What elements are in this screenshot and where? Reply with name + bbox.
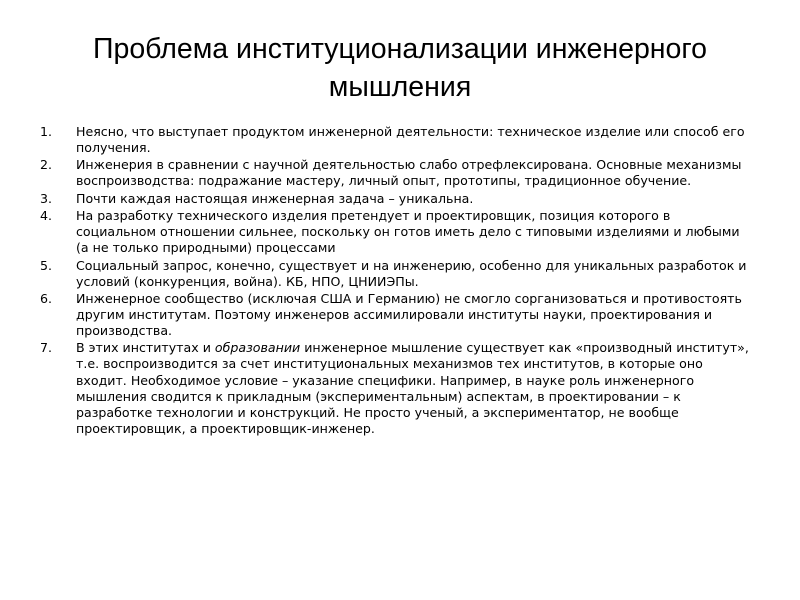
item-text: Почти каждая настоящая инженерная задача – уникальна. [76,190,474,206]
item-text-before: В этих институтах и [76,340,215,356]
item-text [76,340,752,437]
item-number: 6. [40,290,53,306]
item-text: Неясно, что выступает продуктом инженерной деятельности: техническое изделие или способ его получения. [76,124,745,156]
item-number: 5. [40,257,53,273]
item-number: 2. [40,157,53,173]
item-number: 7. [40,340,53,356]
item-text-emphasis: образовании [214,340,301,356]
slide-title: Проблема институционализации инженерного мышления [92,33,708,103]
item-number: 4. [40,208,53,224]
item-text: Инженерное сообщество (исключая США и Германию) не смогло сорганизоваться и противостоять другим институтам. Поэтому инженеров ассимилировали институты науки, проектирования и производства. [76,290,742,339]
item-number: 1. [40,124,53,139]
list-item [40,291,752,339]
problem-list [40,124,752,438]
item-text: Инженерия в сравнении с научной деятельностью слабо отрефлексирована. Основные механизмы воспроизводства: подражание мастеру, личный опыт, прототипы, традиционное обучение. [76,157,742,189]
item-text-after: инженерное мышление существует как «производный институт», т.е. воспроизводится за счет институциональных механизмов тех институтов, в которые оно входит. Необходимое условие – указание специфики. Например, в науке роль инженерного мышления сводится к прикладным (экспериментальным) аспектам, в проектировании – к разработке технологии и конструкций. Не просто ученый, а экспериментатор, не вообще проектировщик, а проектировщик-инженер. [76,340,749,436]
list-item [40,208,752,256]
list-item [40,340,752,437]
list-item [40,258,752,290]
list-item [40,191,752,207]
list-item [40,157,752,189]
item-number: 3. [40,190,53,206]
item-text: На разработку технического изделия претендует и проектировщик, позиция которого в социальном отношении сильнее, поскольку он готов иметь дело с типовыми изделиями и любыми (а не только природными) процессами [76,208,740,256]
item-text: Социальный запрос, конечно, существует и на инженерию, особенно для уникальных разработок и условий (конкуренция, война). КБ, НПО, ЦНИИЭПы. [76,257,747,289]
list-item [40,124,752,156]
